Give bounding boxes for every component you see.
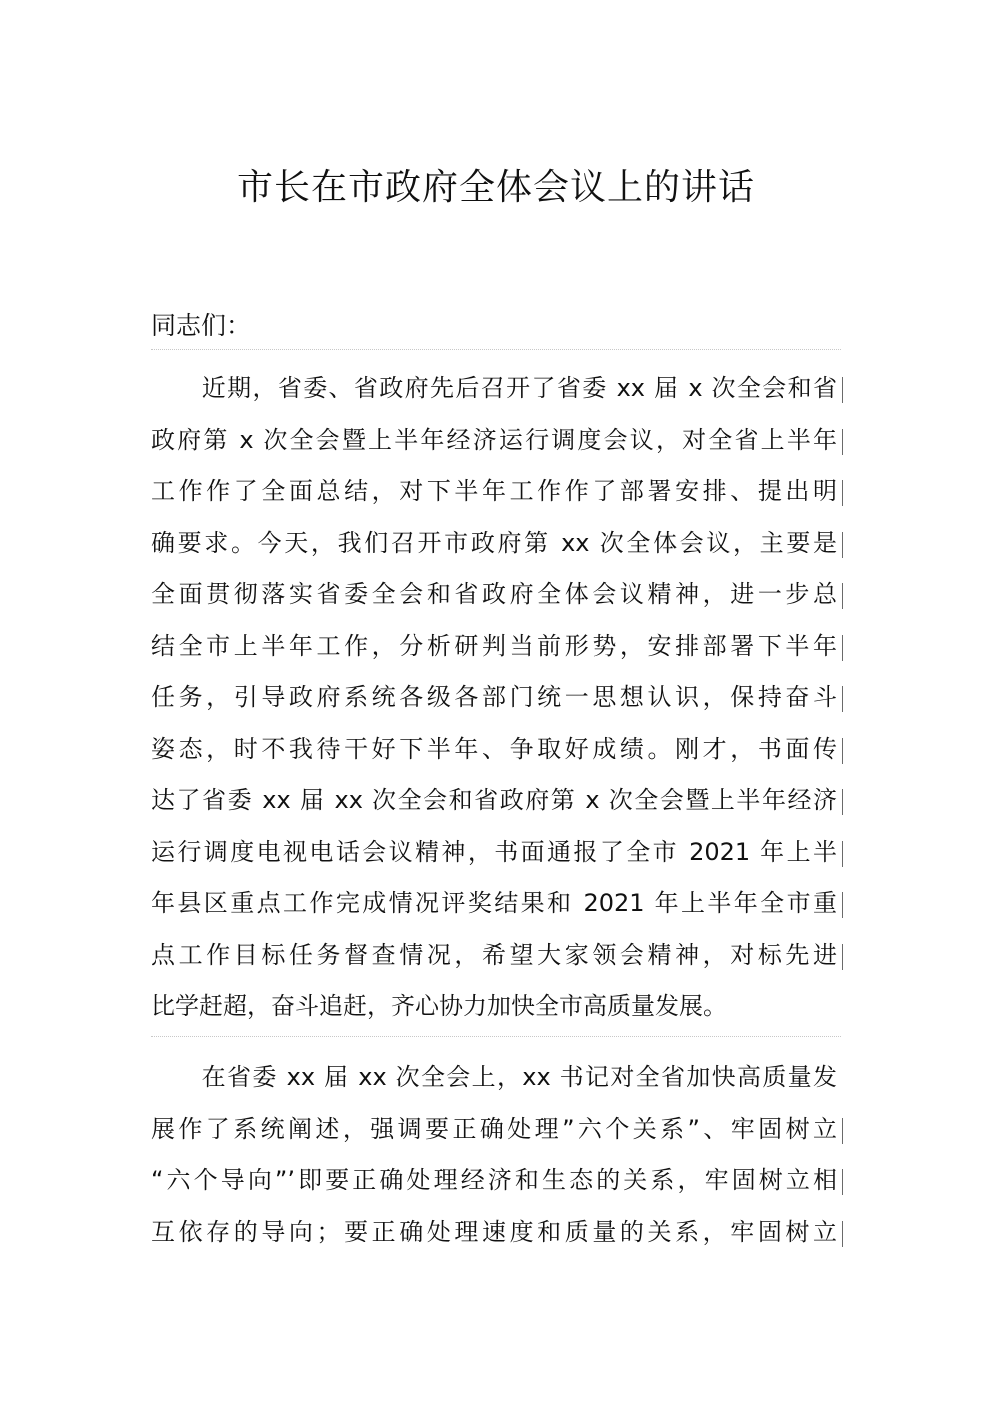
paragraph-line: 近期，省委、省政府先后召开了省委 xx 届 x 次全会和省 xyxy=(151,363,841,415)
paragraph-line: “六个导向”’即要正确处理经济和生态的关系，牢固树立相 xyxy=(151,1155,841,1207)
paragraph-line: 达了省委 xx 届 xx 次全会和省政府第 x 次全会暨上半年经济 xyxy=(151,775,841,827)
paragraph-line: 确要求。今天，我们召开市政府第 xx 次全体会议，主要是 xyxy=(151,518,841,570)
paragraph-line: 姿态，时不我待干好下半年、争取好成绩。刚才，书面传 xyxy=(151,724,841,776)
page-title: 市长在市政府全体会议上的讲话 xyxy=(236,167,755,208)
paragraph-line: 任务，引导政府系统各级各部门统一思想认识，保持奋斗 xyxy=(151,672,841,724)
paragraph-line: 运行调度电视电话会议精神，书面通报了全市 2021 年上半 xyxy=(151,827,841,879)
paragraph-line: 年县区重点工作完成情况评奖结果和 2021 年上半年全市重 xyxy=(151,878,841,930)
paragraph-line: 展作了系统阐述，强调要正确处理”六个关系”、牢固树立 xyxy=(151,1104,841,1156)
paragraph-line: 政府第 x 次全会暨上半年经济运行调度会议，对全省上半年 xyxy=(151,415,841,467)
paragraph-line: 全面贯彻落实省委全会和省政府全体会议精神，进一步总 xyxy=(151,569,841,621)
paragraph-line: 比学赶超，奋斗追赶，齐心协力加快全市高质量发展。 xyxy=(151,992,727,1020)
paragraph-2 xyxy=(151,1052,841,1258)
salutation: 同志们： xyxy=(151,311,252,340)
paragraph-line: 结全市上半年工作，分析研判当前形势，安排部署下半年 xyxy=(151,621,841,673)
paragraph-line: 互依存的导向；要正确处理速度和质量的关系，牢固树立 xyxy=(151,1207,841,1259)
section-divider xyxy=(151,1036,841,1037)
paragraph-line: 在省委 xx 届 xx 次全会上，xx 书记对全省加快高质量发 xyxy=(151,1063,837,1091)
paragraph-1 xyxy=(151,363,841,1033)
paragraph-line: 点工作目标任务督查情况，希望大家领会精神，对标先进 xyxy=(151,930,841,982)
paragraph-line: 工作作了全面总结，对下半年工作作了部署安排、提出明 xyxy=(151,466,841,518)
section-divider xyxy=(151,349,841,350)
